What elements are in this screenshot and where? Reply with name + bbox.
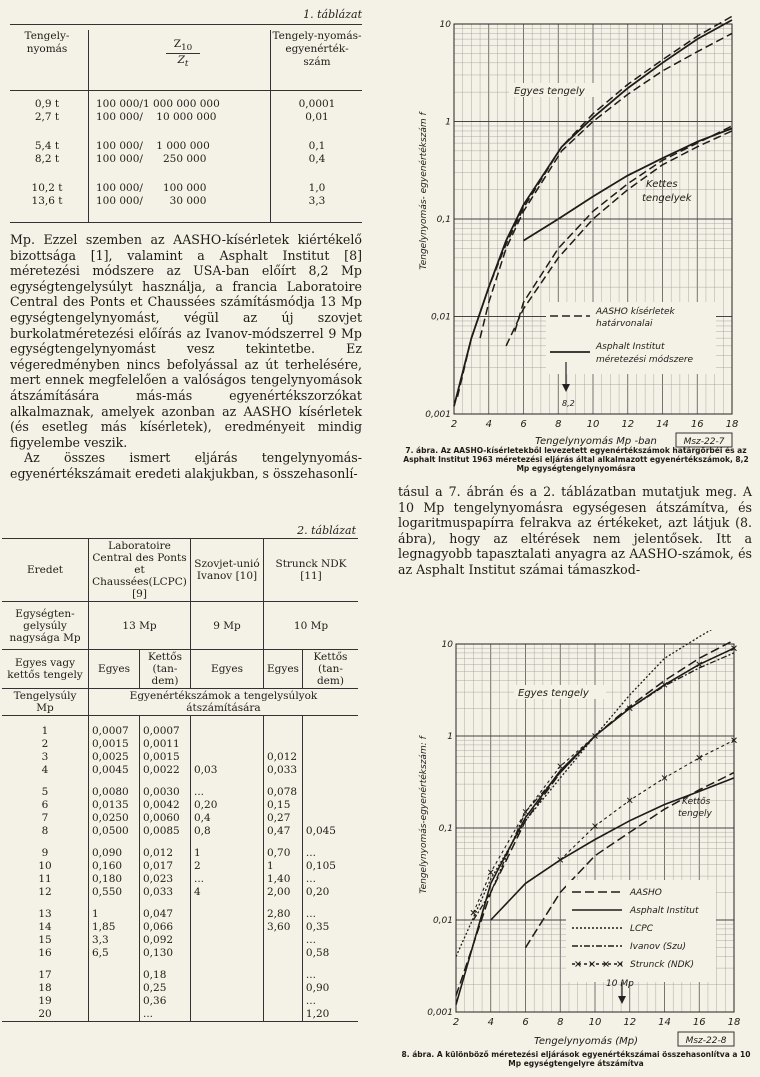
t2-h-strunck: Strunck NDK [11]	[275, 558, 347, 582]
y-tick-label: 0,001	[427, 1008, 453, 1018]
x-tick-label: 14	[658, 1017, 671, 1028]
table2-cell: 0,092	[140, 934, 191, 947]
fig7-label-tandem-2: tengelyek	[642, 193, 692, 204]
table-row	[2, 899, 358, 921]
table2-cell	[302, 716, 358, 739]
table2-cell: 0,090	[89, 838, 140, 860]
fig7-legend-1a: AASHO kísérletek	[596, 307, 675, 317]
table2-cell: 0,0007	[89, 716, 140, 739]
fig7-label-single: Egyes tengely	[514, 86, 585, 97]
table2-cell: 1	[2, 716, 89, 739]
fig8-code: Msz-22-8	[685, 1036, 727, 1046]
series-line	[480, 33, 732, 338]
fig8-arrow	[618, 996, 626, 1004]
table1-cell: 100 000/1 000 000 000	[96, 98, 220, 110]
table2-cell: 0,27	[264, 812, 303, 825]
paragraph-1	[10, 232, 362, 482]
x-tick-label: 10	[586, 419, 600, 430]
t2-r-egyenertek: Egyenértékszámok a tengelysúlyok átszámítására	[129, 690, 318, 714]
table-row	[2, 1008, 358, 1022]
table2-cell	[89, 1008, 140, 1022]
table1-cell: 3,3	[308, 195, 326, 207]
y-tick-label: 0,01	[430, 312, 451, 323]
fig7-mark: 8,2	[562, 399, 575, 408]
y-tick-label: 10	[441, 640, 453, 650]
legend-label: AASHO	[630, 888, 662, 898]
t2-r-tengelysuly: Tengelysúly Mp	[2, 689, 89, 716]
table2-cell: 0,0015	[140, 751, 191, 764]
table2-cell: 0,033	[140, 886, 191, 899]
table2-cell: 16	[2, 947, 89, 960]
paragraph-3	[398, 484, 752, 578]
fig8-label-tandem-1: Kettős	[682, 797, 711, 807]
table1-header-3: Tengely-nyomás-egyenérték-szám	[272, 30, 362, 68]
table-row	[2, 886, 358, 899]
table2-cell: 1	[191, 838, 264, 860]
table2-cell: ...	[305, 995, 316, 1007]
table2-cell	[302, 812, 358, 825]
table2-cell: 0,017	[140, 860, 191, 873]
table2-cell: ...	[305, 908, 316, 920]
table2-cell	[191, 716, 264, 739]
y-tick-label: 1	[447, 732, 453, 742]
table2-cell: 0,20	[191, 799, 264, 812]
legend-label: LCPC	[630, 924, 654, 934]
fig7-code: Msz-22-7	[683, 437, 725, 447]
x-tick-label: 18	[727, 1017, 741, 1028]
table1-caption: 1. táblázat	[303, 8, 362, 21]
table1-cell: 0,1	[308, 140, 326, 152]
table2-cell: 15	[2, 934, 89, 947]
t2-r-egyes: Egyes vagy kettős tengely	[2, 650, 89, 689]
table2-cell	[191, 899, 264, 921]
table2-cell	[89, 995, 140, 1008]
fig7-xlabel: Tengelynyomás Mp -ban	[535, 436, 657, 447]
table2-cell: 0,35	[305, 921, 330, 933]
table-row	[2, 799, 358, 812]
table2-cell: 9	[2, 838, 89, 860]
table2-cell: 5	[2, 777, 89, 799]
t2-l-egyes-2: Egyes	[191, 650, 264, 689]
table2-cell: 0,130	[140, 947, 191, 960]
t2-v13: 13 Mp	[89, 602, 191, 650]
table-row	[2, 934, 358, 947]
table2-cell: 0,20	[305, 886, 330, 898]
table2-cell: 0,0045	[89, 764, 140, 777]
t2-l-egyes-3: Egyes	[264, 650, 303, 689]
table2-cell: 0,0030	[140, 777, 191, 799]
table-row	[2, 825, 358, 838]
table-row	[2, 716, 358, 739]
table2-cell: 1	[89, 899, 140, 921]
x-tick-label: 12	[621, 419, 635, 430]
x-tick-label: 8	[557, 1017, 564, 1028]
table1-header-2: $Z_{10}$ $Z_t$	[98, 38, 268, 69]
table-row	[2, 812, 358, 825]
table2-cell: 0,0025	[89, 751, 140, 764]
table1-cell: 0,9 t	[34, 98, 60, 110]
table2-cell	[264, 716, 303, 739]
t2-v9: 9 Mp	[191, 602, 264, 650]
table2-cell: 0,012	[140, 838, 191, 860]
table2-cell	[191, 738, 264, 751]
t2-h-eredet: Eredet	[2, 539, 89, 602]
t2-l-kettos-1: Kettős (tan-dem)	[140, 650, 191, 689]
table2-cell	[302, 799, 358, 812]
table2-cell: 13	[2, 899, 89, 921]
table2-cell: 2	[2, 738, 89, 751]
table2-cell: 12	[2, 886, 89, 899]
table2-cell: 0,0007	[140, 716, 191, 739]
table2-cell: ...	[140, 1008, 191, 1022]
x-tick-label: 14	[656, 419, 669, 430]
table2-cell: ...	[305, 873, 316, 885]
table2-cell: 0,58	[305, 947, 330, 959]
fig7-caption: 7. ábra. Az AASHO-kísérletekből levezetett egyenértékszámok határgörbéi és az Asphalt Institut 1963 méretezési eljárás által alkalmazott egyenértékszámok, 8,2 Mp egységtengelynyomásra	[403, 446, 749, 473]
table2-cell: 0,078	[264, 777, 303, 799]
table2-cell	[302, 751, 358, 764]
table2-cell: 0,0085	[140, 825, 191, 838]
table2-cell: 0,045	[305, 825, 336, 837]
table-row	[2, 982, 358, 995]
table2	[2, 538, 358, 1022]
table2-cell	[264, 995, 303, 1008]
table2-cell: 0,023	[140, 873, 191, 886]
table2-cell: 0,105	[305, 860, 336, 872]
table2-cell	[191, 995, 264, 1008]
table2-cell: 0,4	[191, 812, 264, 825]
table2-cell: 0,066	[140, 921, 191, 934]
table2-cell	[191, 947, 264, 960]
figure-7	[396, 12, 752, 448]
fig8-mark: 10 Mp	[606, 979, 634, 989]
table2-cell: 2	[191, 860, 264, 873]
table2-cell	[264, 934, 303, 947]
table1-cell: 100 000/ 30 000	[96, 195, 207, 207]
x-tick-label: 6	[522, 1017, 529, 1028]
table1-cell: 13,6 t	[31, 195, 63, 207]
table2-cell: 18	[2, 982, 89, 995]
legend-label: Ivanov (Szu)	[630, 942, 687, 952]
table2-cell: 0,0015	[89, 738, 140, 751]
table2-cell: ...	[191, 873, 264, 886]
table2-cell: 0,0060	[140, 812, 191, 825]
table2-cell: 0,15	[264, 799, 303, 812]
fig7-legend-1b: határvonalai	[596, 319, 653, 329]
table2-cell: 10	[2, 860, 89, 873]
table-row	[2, 860, 358, 873]
table2-cell: 0,47	[264, 825, 303, 838]
table-row	[2, 751, 358, 764]
t2-h-lcpc: Laboratoire Central des Ponts et Chaussées(LCPC) [9]	[89, 539, 191, 602]
table2-cell	[191, 960, 264, 982]
x-tick-label: 10	[588, 1017, 602, 1028]
table2-cell: 1,85	[89, 921, 140, 934]
table1-cell: 100 000/ 250 000	[96, 153, 207, 165]
table2-cell: 0,36	[140, 995, 191, 1008]
table2-cell: 0,0022	[140, 764, 191, 777]
t2-v10: 10 Mp	[293, 619, 329, 632]
table2-cell: 7	[2, 812, 89, 825]
table-row	[2, 738, 358, 751]
table2-cell	[264, 982, 303, 995]
table2-cell: 8	[2, 825, 89, 838]
table2-cell: 3,3	[89, 934, 140, 947]
fig8-caption: 8. ábra. A különböző méretezési eljárások egyenértékszámai összehasonlítva a 10 Mp egységtengelyre átszámítva	[401, 1050, 751, 1068]
t2-l-kettos-2: Kettős (tan-dem)	[313, 651, 348, 687]
table1-bottom-rule	[10, 222, 362, 223]
y-tick-label: 0,01	[432, 916, 453, 926]
x-tick-label: 2	[452, 1017, 460, 1028]
t2-l-egyes-1: Egyes	[89, 650, 140, 689]
table2-cell	[264, 738, 303, 751]
table2-cell	[89, 982, 140, 995]
table1-cell: 100 000/ 10 000 000	[96, 111, 217, 123]
table2-cell	[191, 1008, 264, 1022]
t2-r-egyseg: Egységten-gelysúly nagysága Mp	[2, 602, 89, 650]
paragraph-1-text: Mp. Ezzel szemben az AASHO-kísérletek kiértékelő bizottsága [1], valamint a Asphalt Institut [8] méretezési módszere az USA-ban előírt 8,2 Mp egységtengelysúlyt használja, a francia Laboratoire Central des Ponts et Chaussées számításmódja 13 Mp egységtengelynyomást, végül az új szovjet burkolatméretezési előírás az Ivanov-módszerrel 9 Mp egységtengelynyomást vesz tekintetbe. Ez végeredményben nincs befolyással az út terhelésére, mert ennek megfelelően a valóságos tengelynyomások átszámítására más-más egyenértékszorzókat alkalmaznak, amelyek azonban az AASHO kísérletek (és esetleg más kísérletek), eredményeit mindig figyelembe veszik.	[10, 232, 362, 450]
series-line	[515, 126, 732, 332]
table-row	[2, 764, 358, 777]
fig7-label-tandem-1: Kettes	[646, 179, 678, 190]
table1-cell: 2,7 t	[34, 111, 60, 123]
table2-cell: 17	[2, 960, 89, 982]
table1-cell: 0,4	[308, 153, 326, 165]
table2-cell: ...	[305, 969, 316, 981]
x-tick-label: 8	[555, 419, 562, 430]
table2-cell	[302, 764, 358, 777]
fig7-arrow	[562, 384, 570, 392]
y-tick-label: 0,1	[436, 215, 451, 225]
table2-cell: 0,18	[140, 960, 191, 982]
table2-cell: 0,25	[140, 982, 191, 995]
x-tick-label: 16	[692, 1017, 706, 1028]
table2-cell: 1,20	[305, 1008, 330, 1020]
legend-label: Asphalt Institut	[630, 906, 699, 916]
table2-cell	[264, 1008, 303, 1022]
table2-cell	[191, 934, 264, 947]
table2-cell: 1,40	[264, 873, 303, 886]
table2-cell: 4	[2, 764, 89, 777]
x-tick-label: 16	[690, 419, 704, 430]
table2-cell: 0,0080	[89, 777, 140, 799]
table-row	[2, 960, 358, 982]
fig8-ylabel: Tengelynyomás-egyenértékszám: f	[419, 736, 429, 894]
table2-cell: ...	[305, 934, 316, 946]
figure-8	[396, 630, 752, 1048]
table2-cell: 0,90	[305, 982, 330, 994]
table2-cell: 19	[2, 995, 89, 1008]
fig7-legend-2a: Asphalt Institut	[596, 342, 665, 352]
table2-cell: 0,03	[191, 764, 264, 777]
table2-cell: 1	[264, 860, 303, 873]
table2-cell: 0,70	[264, 838, 303, 860]
x-tick-label: 12	[623, 1017, 637, 1028]
table2-cell: 20	[2, 1008, 89, 1022]
table1-top-rule	[10, 24, 362, 25]
table2-cell: 0,0250	[89, 812, 140, 825]
table2-cell: 0,0042	[140, 799, 191, 812]
table1-cell: 8,2 t	[34, 153, 60, 165]
table2-cell	[302, 777, 358, 799]
table2-cell: 2,80	[264, 899, 303, 921]
table2-cell: 0,047	[140, 899, 191, 921]
table1-cell: 0,0001	[298, 98, 336, 110]
legend-label: Strunck (NDK)	[630, 960, 694, 970]
table2-cell	[89, 960, 140, 982]
table2-cell	[264, 947, 303, 960]
table2-cell: 0,0011	[140, 738, 191, 751]
y-tick-label: 1	[445, 117, 451, 128]
table-row	[2, 838, 358, 860]
table-row	[2, 777, 358, 799]
x-tick-label: 6	[520, 419, 527, 430]
fig8-label-single: Egyes tengely	[518, 688, 589, 699]
table2-cell: 0,550	[89, 886, 140, 899]
table2-caption: 2. táblázat	[297, 524, 356, 537]
table-row	[2, 995, 358, 1008]
x-tick-label: 4	[485, 419, 492, 430]
x-tick-label: 18	[725, 419, 739, 430]
table2-cell: 0,012	[264, 751, 303, 764]
table2-cell: 3,60	[264, 921, 303, 934]
table1-cell: 0,01	[305, 111, 329, 123]
table2-cell: 14	[2, 921, 89, 934]
table1-cell: 100 000/ 100 000	[96, 182, 207, 194]
y-tick-label: 10	[439, 20, 451, 30]
table1-cell: 10,2 t	[31, 182, 63, 194]
table-row	[2, 947, 358, 960]
table1-cell: 100 000/ 1 000 000	[96, 140, 210, 152]
fig7-ylabel: Tengelynyomás- egyenértékszám f	[419, 112, 429, 270]
x-tick-label: 2	[450, 419, 458, 430]
table2-cell: 6	[2, 799, 89, 812]
table2-cell: 4	[191, 886, 264, 899]
table2-cell: ...	[305, 847, 316, 859]
y-tick-label: 0,001	[425, 410, 451, 420]
fig7-legend-2b: méretezési módszere	[596, 355, 694, 365]
table2-cell: 0,0500	[89, 825, 140, 838]
table2-cell	[302, 738, 358, 751]
x-tick-label: 4	[487, 1017, 494, 1028]
table2-cell: 11	[2, 873, 89, 886]
table-row	[2, 873, 358, 886]
fig8-label-tandem-2: tengely	[678, 809, 712, 819]
table2-cell	[191, 921, 264, 934]
table2-cell: 3	[2, 751, 89, 764]
table2-body	[2, 716, 358, 1022]
y-tick-label: 0,1	[438, 824, 453, 834]
table1-cell: 1,0	[308, 182, 326, 194]
paragraph-2-text: Az összes ismert eljárás tengelynyomás-egyenértékszámait eredeti alakjukban, s összehasonlí-	[10, 450, 362, 481]
table2-cell	[264, 960, 303, 982]
table2-cell: 0,0135	[89, 799, 140, 812]
table2-cell	[191, 982, 264, 995]
table2-cell: 0,160	[89, 860, 140, 873]
table2-cell: 0,8	[191, 825, 264, 838]
table2-cell	[191, 751, 264, 764]
table2-cell: 0,033	[264, 764, 303, 777]
fig8-xlabel: Tengelynyomás (Mp)	[534, 1036, 638, 1047]
t2-h-ivanov: Szovjet-unió Ivanov [10]	[191, 539, 264, 602]
table2-cell: 2,00	[264, 886, 303, 899]
table1-header-1: Tengely-nyomás	[24, 30, 70, 55]
table1-cell: 5,4 t	[34, 140, 60, 152]
table2-cell: ...	[191, 777, 264, 799]
table-row	[2, 921, 358, 934]
table2-cell: 6,5	[89, 947, 140, 960]
table2-cell: 0,180	[89, 873, 140, 886]
paragraph-3-text: tásul a 7. ábrán és a 2. táblázatban mutatjuk meg. A 10 Mp tengelynyomásra egységesen átszámítva, és logaritmuspapírra felrakva az értékeket, azt látjuk (8. ábra), hogy az eltérések nem jelentősek. Itt a legnagyobb tapasztalati anyagra az AASHO-számok, és az Asphalt Institut számai támaszkod-	[398, 484, 752, 577]
